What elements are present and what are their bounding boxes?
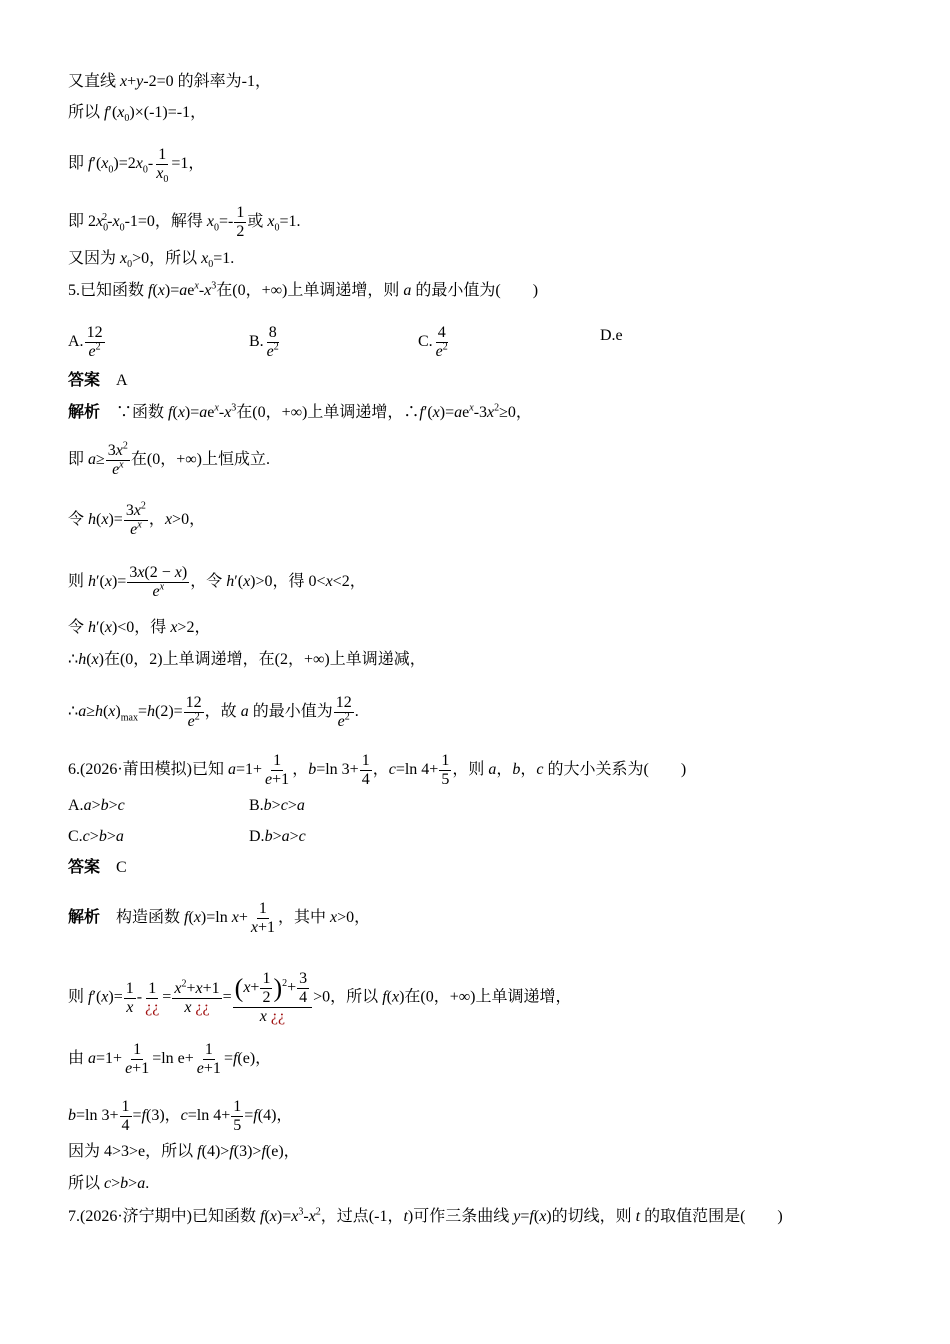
question-6: 6.(2026·莆田模拟)已知 a=1+ $\frac{1}{e+1}$ ，b=ln 3+ $\frac{1}{4}$ ，c=ln 4+ $\frac{1}{5}$ ，则 a，b，c 的大小关系为( ) <box>68 752 687 788</box>
option-c[interactable]: C. $\frac{4}{e^2}$ <box>418 324 448 360</box>
solution-6-line-5: 因为 4>3>e，所以 f(4)>f(3)>f(e)， <box>68 1143 300 1160</box>
option-a[interactable]: A. $\frac{12}{e^2}$ <box>68 324 103 360</box>
solution-5-line-4: 则 h′(x)= $\frac{3x(2 - x)}{e^x}$ ，令 h′(x)>0，得 0<x<2， <box>68 564 366 600</box>
question-5: 5.已知函数 $f(x)=ae^x-x^3$在(0，+∞)上单调递增，则 a 的最小值为( ) <box>68 280 539 299</box>
text-line: 即 $2x_0^2-x_0-1=0$，解得 $x_0=-$ $\frac{1}{2}$ 或 $x_0=1$. <box>68 204 301 240</box>
solution-5-line-3: 令 h(x)= $\frac{3x^2}{e^x}$ ，x>0， <box>68 500 206 538</box>
text-line: 即 $f'(x_0)=2x_0-$ $\frac{1}{x_0}$ =1， <box>68 146 205 186</box>
solution-5-line-1: 解析 ∵函数 $f(x)=ae^x-x^3$在(0，+∞)上单调递增，$\therefore f'(x)=ae^x-3x^2\ge 0$， <box>68 402 532 421</box>
solution-6-line-3: 由 a=1+ $\frac{1}{e+1}$ =ln e+ $\frac{1}{e+1}$ =f(e)， <box>68 1041 272 1077</box>
answer-5 <box>68 371 128 391</box>
question-7: 7.(2026·济宁期中)已知函数 $f(x)=x^3-x^2$，过点(-1，t)可作三条曲线 y=f(x)的切线，则 t 的取值范围是( ) <box>68 1206 783 1225</box>
solution-6-line-4: b=ln 3+ $\frac{1}{4}$ =f(3)，c=ln 4+ $\frac{1}{5}$ =f(4)， <box>68 1098 293 1134</box>
solution-6-line-2: 则 f′(x)= $\frac{1}{x}$ - $\frac{1}{¿¿}$ = $\frac{x^2+x+1}{x ¿¿}$ = (x+ $\frac{1}{2}$ )$^2$+ $\frac{3}{4}$ x ¿¿ >0，所以 f(x)在(0，+∞)上单调递增， <box>68 970 572 1025</box>
question-6-options-row-2 <box>68 827 668 847</box>
text-line: 又因为 $x_0>0$，所以 $x_0=1$. <box>68 250 235 271</box>
solution-label: 解析 <box>68 404 101 421</box>
option-d[interactable]: D.b>a>c <box>249 828 306 845</box>
option-c[interactable]: C.c>b>a <box>68 828 124 845</box>
question-6-options-row-1 <box>68 796 668 816</box>
solution-5-line-2: 即 a≥ $\frac{3x^2}{e^x}$ 在(0，+∞)上恒成立. <box>68 440 270 478</box>
answer-value: A <box>116 372 128 389</box>
solution-6-line-6: 所以 c>b>a. <box>68 1175 150 1192</box>
text-line: 又直线 x+y-2=0 的斜率为-1， <box>68 73 271 90</box>
answer-6 <box>68 858 127 878</box>
solution-label: 解析 <box>68 909 101 927</box>
option-d[interactable]: D.e <box>600 327 623 344</box>
solution-6-line-1: 解析 构造函数 f(x)=ln x+ $\frac{1}{x+1}$ ，其中 x>0， <box>68 900 371 936</box>
answer-label: 答案 <box>68 859 101 876</box>
question-5-options <box>68 324 668 364</box>
answer-label: 答案 <box>68 372 101 389</box>
answer-value: C <box>116 859 127 876</box>
option-b[interactable]: B.b>c>a <box>249 797 305 814</box>
solution-5-line-5: 令 h′(x)<0，得 x>2， <box>68 619 211 636</box>
option-a[interactable]: A.a>b>c <box>68 797 125 814</box>
solution-5-line-6: ∴h(x)在(0，2)上单调递增，在(2，+∞)上单调递减， <box>68 651 426 668</box>
text-line: 所以 $f'(x_0)\times(-1)=-1$， <box>68 104 207 125</box>
option-b[interactable]: B. $\frac{8}{e^2}$ <box>249 324 279 360</box>
solution-5-line-7: $\therefore a\ge h(x)_{max}=h(2)=$ $\frac{12}{e^2}$ ，故 a 的最小值为 $\frac{12}{e^2}$ . <box>68 694 359 730</box>
